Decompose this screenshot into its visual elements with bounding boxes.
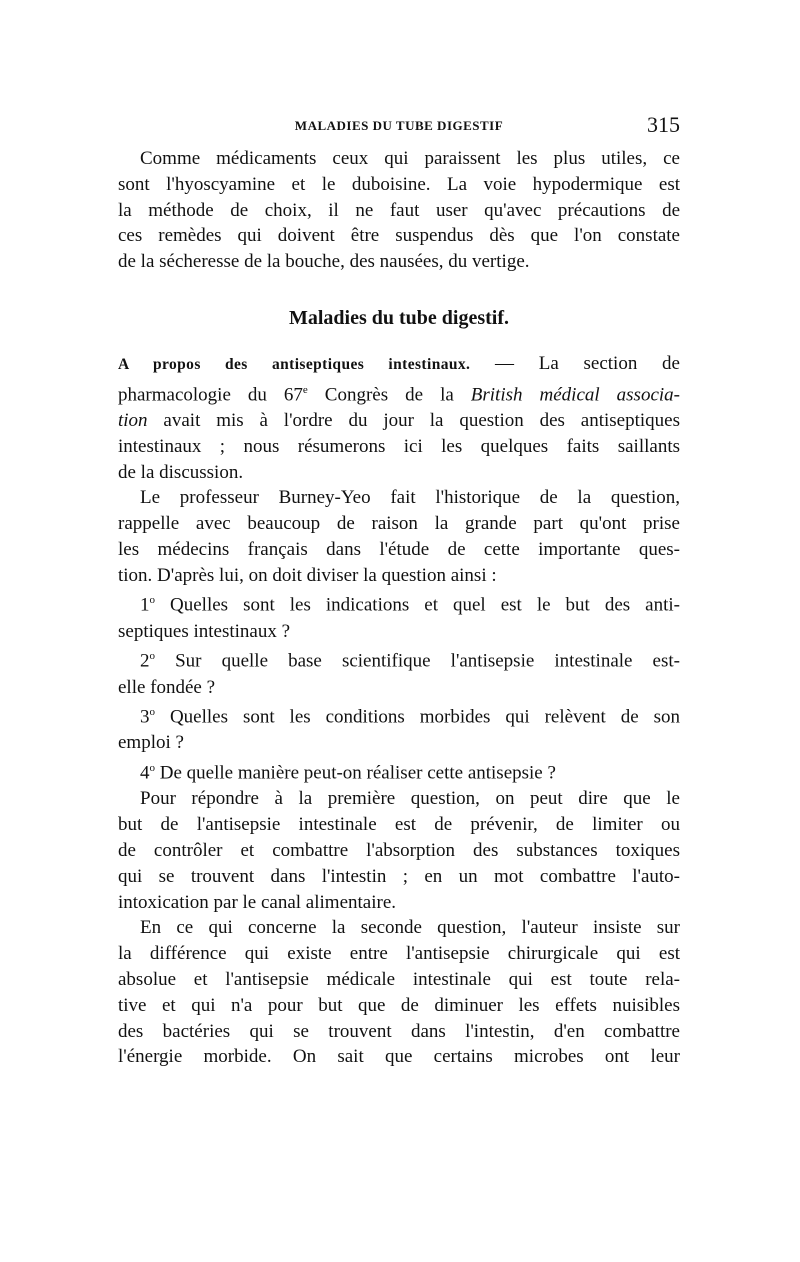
question-4-line: 4$^o$ De quelle manière peut-on réaliser cette antisepsie ?: [140, 762, 556, 784]
text-line: elle fondée ?: [118, 676, 216, 698]
text-run: pharmacologie du 67: [118, 384, 303, 406]
text-line: rappelle avec beaucoup de raison la grande part qu'ont prise: [118, 513, 680, 535]
text-line: En ce qui concerne la seconde question, l'auteur insiste sur: [140, 917, 680, 939]
text-line: emploi ?: [118, 732, 184, 754]
text-line: de la sécheresse de la bouche, des nausées, du vertige.: [118, 251, 530, 273]
run-in-heading: A propos des antiseptiques intestinaux.: [118, 355, 471, 373]
text-line: la différence qui existe entre l'antisepsie chirurgicale qui est: [118, 943, 680, 965]
text-line: [118, 351, 680, 378]
book-page: [118, 110, 680, 1070]
section-title: Maladies du tube digestif.: [288, 306, 510, 329]
paragraph-3: [118, 786, 680, 915]
text-line: absolue et l'antisepsie médicale intestinale qui est toute rela-: [118, 968, 680, 990]
superscript: e: [302, 383, 308, 396]
question-3-line: 3$^o$ Quelles sont les conditions morbides qui relèvent de son: [140, 706, 681, 728]
text-line: [118, 378, 680, 408]
text-line: septiques intestinaux ?: [118, 620, 291, 642]
text-line: les médecins français dans l'étude de cette importante ques-: [118, 538, 680, 560]
text-line: qui se trouvent dans l'intestin ; en un mot combattre l'auto-: [118, 865, 680, 887]
ordinal-mark: o: [149, 650, 155, 663]
ordinal-mark: o: [149, 762, 155, 775]
text-line: intestinaux ; nous résumerons ici les quelques faits saillants: [118, 435, 680, 457]
text-line: tion. D'après lui, on doit diviser la question ainsi :: [118, 564, 497, 586]
text-line: Comme médicaments ceux qui paraissent les plus utiles, ce: [140, 148, 680, 169]
italic-run: British médical associa-: [470, 384, 680, 406]
intro-paragraph: [118, 146, 680, 275]
text-line: but de l'antisepsie intestinale est de prévenir, de limiter ou: [118, 814, 680, 836]
text-line: de la discussion.: [118, 461, 244, 483]
text-line: des bactéries qui se trouvent dans l'intestin, d'en combattre: [118, 1020, 680, 1042]
ordinal-mark: o: [149, 594, 155, 607]
text-run: — La section de: [470, 352, 680, 374]
article-paragraph: [118, 351, 680, 485]
text-line: l'énergie morbide. On sait que certains microbes ont leur: [118, 1046, 680, 1068]
questions-list: [118, 588, 680, 786]
text-line: de contrôler et combattre l'absorption des substances toxiques: [118, 839, 680, 861]
running-head: [118, 110, 680, 146]
italic-run: tion: [118, 409, 148, 431]
text-line: la méthode de choix, il ne faut user qu'avec précautions de: [118, 199, 680, 221]
question-2-line: 2$^o$ Sur quelle base scientifique l'antisepsie intestinale est-: [140, 650, 680, 672]
text-line: Le professeur Burney-Yeo fait l'historique de la question,: [140, 487, 680, 509]
question-1-line: 1$^o$ Quelles sont les indications et quel est le but des anti-: [140, 594, 681, 616]
text-line: intoxication par le canal alimentaire.: [118, 891, 397, 913]
text-run: Congrès de la: [307, 384, 471, 406]
text-line: ces remèdes qui doivent être suspendus dès que l'on constate: [118, 225, 680, 247]
text-run: avait mis à l'ordre du jour la question des antiseptiques: [147, 409, 680, 431]
page-number: 315: [647, 112, 680, 137]
text-line: [118, 408, 680, 434]
paragraph-4: [118, 915, 680, 1070]
running-title: MALADIES DU TUBE DIGESTIF: [294, 118, 504, 133]
paragraph-2: [118, 485, 680, 588]
text-line: Pour répondre à la première question, on peut dire que le: [140, 788, 680, 810]
text-line: sont l'hyoscyamine et le duboisine. La voie hypodermique est: [118, 173, 680, 195]
ordinal-mark: o: [149, 706, 155, 719]
text-line: tive et qui n'a pour but que de diminuer les effets nuisibles: [118, 994, 680, 1016]
